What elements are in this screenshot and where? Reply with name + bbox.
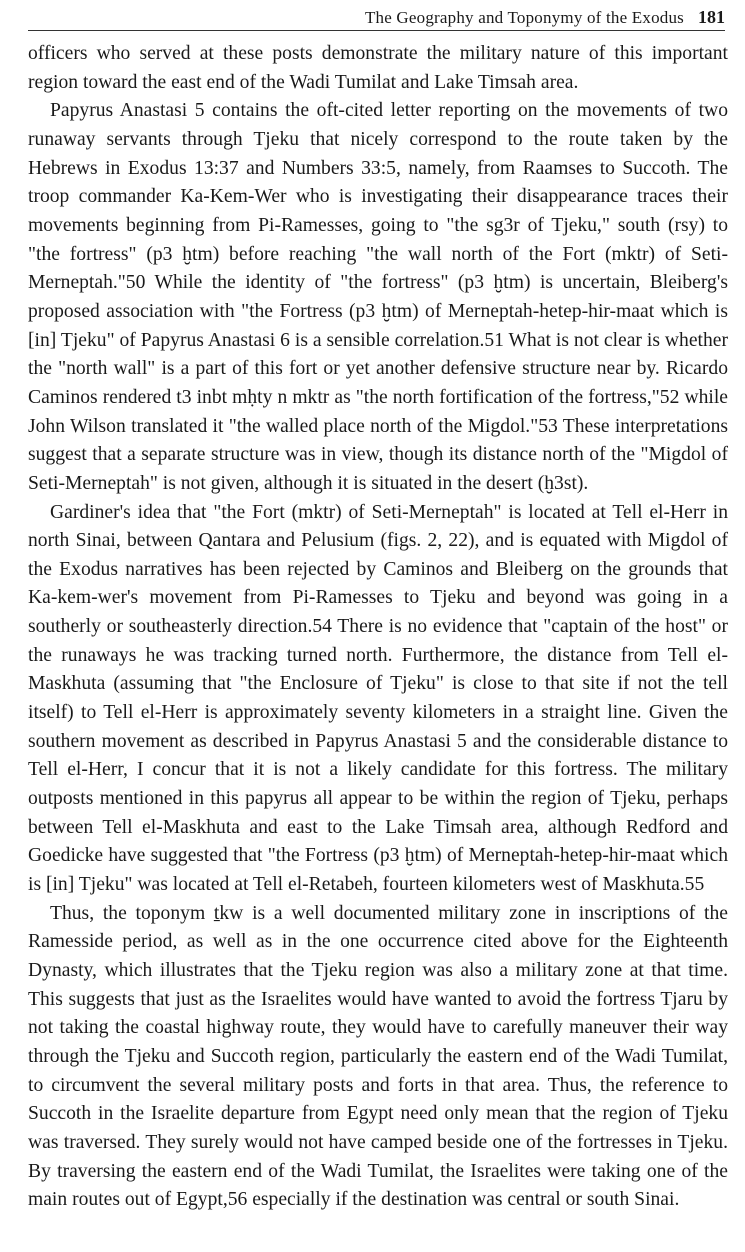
paragraph-toponym: Thus, the toponym ṯkw is a well documented military zone in inscriptions of the Ramesside period, as well as in the one occurrence cited above for the Eighteenth Dynasty, which illustrates that the Tjeku region was also a military zone at that time. This suggests that just as the Israelites would have wanted to avoid the fortress Tjaru by not taking the coastal highway route, they would have to carefully maneuver their way through the Tjeku and Succoth region, particularly the eastern end of the Wadi Tumilat, to circumvent the several military posts and forts in that area. Thus, the reference to Succoth in the Israelite departure from Egypt need only mean that the region of Tjeku was traversed. They surely would not have camped beside one of the fortresses in Tjeku. By traversing the eastern end of the Wadi Tumilat, the Israelites were taking one of the main routes out of Egypt,56 especially if the destination was central or south Sinai.	[28, 902, 728, 1211]
running-title: The Geography and Toponymy of the Exodus	[364, 8, 684, 27]
running-header	[28, 6, 725, 31]
body-text	[28, 40, 728, 1215]
page-number: 181	[698, 7, 725, 27]
paragraph-anastasi: Papyrus Anastasi 5 contains the oft-cited letter reporting on the movements of two runaway servants through Tjeku that nicely correspond to the route taken by the Hebrews in Exodus 13:37 and Numbers 33:5, namely, from Raamses to Succoth. The troop commander Ka-Kem-Wer who is investigating their disappearance traces their movements beginning from Pi-Ramesses, going to "the sg3r of Tjeku," south (rsy) to "the fortress" (p3 ḫtm) before reaching "the wall north of the Fort (mktr) of Seti-Merneptah."50 While the identity of "the fortress" (p3 ḫtm) is uncertain, Bleiberg's proposed association with "the Fortress (p3 ḫtm) of Merneptah-hetep-hir-maat which is [in] Tjeku" of Papyrus Anastasi 6 is a sensible correlation.51 What is not clear is whether the "north wall" is a part of this fort or yet another defensive structure near by. Ricardo Caminos rendered t3 inbt mḥty n mktr as "the north fortification of the fortress,"52 while John Wilson translated it "the walled place north of the Migdol."53 These interpretations suggest that a separate structure was in view, though its distance north of the "Migdol of Seti-Merneptah" is not given, although it is situated in the desert (ḫ3st).	[28, 100, 728, 494]
paragraph-gardiner: Gardiner's idea that "the Fort (mktr) of Seti-Merneptah" is located at Tell el-Herr in north Sinai, between Qantara and Pelusium (figs. 2, 22), and is equated with Migdol of the Exodus narratives has been rejected by Caminos and Bleiberg on the grounds that Ka-kem-wer's movement from Pi-Ramesses to Tjeku and beyond was going in a southerly or southeasterly direction.54 There is no evidence that "captain of the host" or the runaways he was tracking turned north. Furthermore, the distance from Tell el-Maskhuta (assuming that "the Enclosure of Tjeku" is close to that site if not the tell itself) to Tell el-Herr is approximately seventy kilometers in a straight line. Given the southern movement as described in Papyrus Anastasi 5 and the considerable distance to Tell el-Herr, I concur that it is not a likely candidate for this fortress. The military outposts mentioned in this papyrus all appear to be within the region of Tjeku, perhaps between Tell el-Maskhuta and east to the Lake Timsah area, although Redford and Goedicke have suggested that "the Fortress (p3 ḫtm) of Merneptah-hetep-hir-maat which is [in] Tjeku" was located at Tell el-Retabeh, fourteen kilometers west of Maskhuta.55	[28, 501, 728, 896]
paragraph-continuation: officers who served at these posts demonstrate the military nature of this important region toward the east end of the Wadi Tumilat and Lake Timsah area.	[28, 43, 728, 93]
